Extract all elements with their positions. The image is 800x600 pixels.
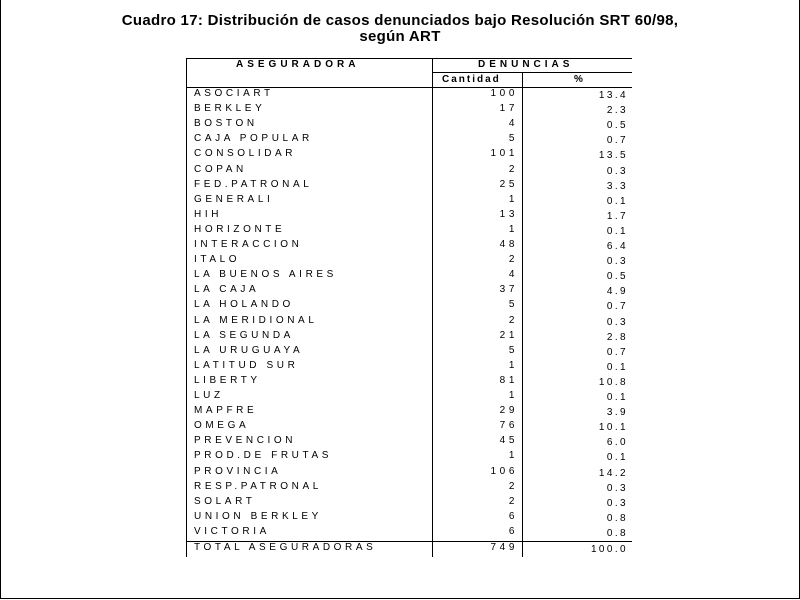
total-cantidad: 749 <box>490 542 518 553</box>
table-row <box>186 194 632 209</box>
total-label: TOTAL ASEGURADORAS <box>194 542 377 553</box>
table-row <box>186 466 632 481</box>
table-row <box>186 88 632 103</box>
row-percent: 0.1 <box>606 361 628 373</box>
insurer-name: BERKLEY <box>194 103 266 115</box>
row-cantidad: 101 <box>490 148 518 160</box>
row-cantidad: 45 <box>499 435 518 447</box>
insurer-name: RESP.PATRONAL <box>194 480 322 492</box>
insurer-name: LA SEGUNDA <box>194 329 294 341</box>
table-row <box>186 330 632 345</box>
row-percent: 6.0 <box>606 437 628 449</box>
insurer-name: PREVENCION <box>194 435 297 447</box>
insurer-name: PROD.DE FRUTAS <box>194 450 332 462</box>
row-cantidad: 1 <box>508 223 518 235</box>
table-row <box>186 511 632 526</box>
subheader-cantidad: Cantidad <box>442 74 501 85</box>
insurer-name: CAJA POPULAR <box>194 133 313 145</box>
table-row <box>186 103 632 118</box>
insurer-name: LA BUENOS AIRES <box>194 269 337 281</box>
row-cantidad: 4 <box>508 269 518 281</box>
row-cantidad: 5 <box>508 299 518 311</box>
row-percent: 10.1 <box>598 422 628 434</box>
table-row <box>186 179 632 194</box>
row-percent: 0.3 <box>606 482 628 494</box>
insurer-name: HIH <box>194 208 223 220</box>
insurer-name: LA CAJA <box>194 284 260 296</box>
row-cantidad: 2 <box>508 163 518 175</box>
row-percent: 0.1 <box>606 392 628 403</box>
insurer-name: SOLART <box>194 495 256 507</box>
row-cantidad: 1 <box>508 359 518 371</box>
header-aseguradora: ASEGURADORA <box>236 59 360 70</box>
row-percent: 0.8 <box>606 527 628 539</box>
row-percent: 2.3 <box>606 105 628 117</box>
table-row <box>186 496 632 511</box>
row-cantidad: 2 <box>508 314 518 326</box>
table-row <box>186 345 632 360</box>
subheader-percent: % <box>574 74 585 85</box>
row-cantidad: 6 <box>508 525 518 537</box>
table-row <box>186 375 632 390</box>
row-cantidad: 1 <box>508 193 518 205</box>
insurer-name: LA HOLANDO <box>194 299 294 311</box>
table-row <box>186 148 632 163</box>
row-percent: 0.3 <box>606 497 628 509</box>
row-cantidad: 6 <box>508 510 518 522</box>
row-percent: 0.1 <box>606 225 628 237</box>
insurer-name: MAPFRE <box>194 405 258 417</box>
insurer-name: LA MERIDIONAL <box>194 314 318 326</box>
row-percent: 0.1 <box>606 195 628 207</box>
row-cantidad: 2 <box>508 254 518 266</box>
row-cantidad: 4 <box>508 118 518 130</box>
row-cantidad: 1 <box>508 390 518 401</box>
row-cantidad: 100 <box>490 88 518 99</box>
insurer-name: HORIZONTE <box>194 223 286 235</box>
table-row <box>186 239 632 254</box>
table-row <box>186 299 632 314</box>
row-percent: 0.1 <box>606 452 628 464</box>
row-percent: 1.7 <box>606 210 628 222</box>
row-cantidad: 5 <box>508 133 518 145</box>
row-cantidad: 21 <box>499 329 518 341</box>
row-percent: 13.4 <box>598 90 628 101</box>
insurer-name: LA URUGUAYA <box>194 344 304 356</box>
table-row <box>186 209 632 224</box>
row-percent: 0.7 <box>606 346 628 358</box>
row-percent: 13.5 <box>598 150 628 162</box>
insurer-name: LATITUD SUR <box>194 359 299 371</box>
row-percent: 10.8 <box>598 376 628 388</box>
row-percent: 4.9 <box>606 286 628 298</box>
insurer-name: OMEGA <box>194 420 250 432</box>
row-cantidad: 13 <box>499 208 518 220</box>
insurer-name: CONSOLIDAR <box>194 148 297 160</box>
row-cantidad: 1 <box>508 450 518 462</box>
table-row <box>186 164 632 179</box>
title-line-2: según ART <box>359 28 441 45</box>
row-cantidad: 81 <box>499 374 518 386</box>
row-cantidad: 37 <box>499 284 518 296</box>
table-row <box>186 481 632 496</box>
table-row <box>186 315 632 330</box>
table-row <box>186 133 632 148</box>
row-cantidad: 48 <box>499 239 518 250</box>
table-row <box>186 390 632 405</box>
row-cantidad: 5 <box>508 344 518 356</box>
insurer-name: UNION BERKLEY <box>194 510 322 522</box>
insurer-name: LUZ <box>194 390 224 401</box>
table-row <box>186 435 632 450</box>
page-title <box>0 13 800 45</box>
row-cantidad: 2 <box>508 480 518 492</box>
row-percent: 0.3 <box>606 256 628 268</box>
table-row <box>186 360 632 375</box>
row-cantidad: 76 <box>499 420 518 432</box>
total-percent: 100.0 <box>590 544 628 555</box>
insurer-name: ITALO <box>194 254 241 266</box>
table-row <box>186 254 632 269</box>
table-row <box>186 269 632 284</box>
row-cantidad: 106 <box>490 465 518 477</box>
row-percent: 0.7 <box>606 135 628 147</box>
row-percent: 0.3 <box>606 165 628 177</box>
row-percent: 6.4 <box>606 241 628 252</box>
insurer-name: FED.PATRONAL <box>194 178 313 190</box>
row-percent: 14.2 <box>598 467 628 479</box>
insurer-name: LIBERTY <box>194 374 261 386</box>
row-cantidad: 2 <box>508 495 518 507</box>
insurer-name: COPAN <box>194 163 247 175</box>
table-row <box>186 526 632 541</box>
row-percent: 2.8 <box>606 331 628 343</box>
total-row <box>186 542 632 557</box>
insurer-name: ASOCIART <box>194 88 274 99</box>
row-percent: 0.7 <box>606 301 628 313</box>
table-row <box>186 118 632 133</box>
row-percent: 0.5 <box>606 271 628 283</box>
insurer-name: VICTORIA <box>194 525 270 537</box>
insurer-name: PROVINCIA <box>194 465 282 477</box>
row-percent: 3.9 <box>606 407 628 419</box>
row-percent: 0.5 <box>606 120 628 132</box>
insurer-name: BOSTON <box>194 118 258 130</box>
header-denuncias: DENUNCIAS <box>478 59 574 70</box>
row-percent: 3.3 <box>606 180 628 192</box>
header-divider <box>432 72 632 73</box>
title-line-1: Cuadro 17: Distribución de casos denunciados bajo Resolución SRT 60/98, <box>121 12 679 29</box>
insurer-name: GENERALI <box>194 193 274 205</box>
insurer-name: INTERACCION <box>194 239 303 250</box>
row-percent: 0.3 <box>606 316 628 328</box>
row-cantidad: 29 <box>499 405 518 417</box>
row-cantidad: 17 <box>499 103 518 115</box>
row-cantidad: 25 <box>499 178 518 190</box>
table-row <box>186 284 632 299</box>
table-row <box>186 420 632 435</box>
row-percent: 0.8 <box>606 512 628 524</box>
table-row <box>186 405 632 420</box>
table-row <box>186 450 632 465</box>
table-row <box>186 224 632 239</box>
